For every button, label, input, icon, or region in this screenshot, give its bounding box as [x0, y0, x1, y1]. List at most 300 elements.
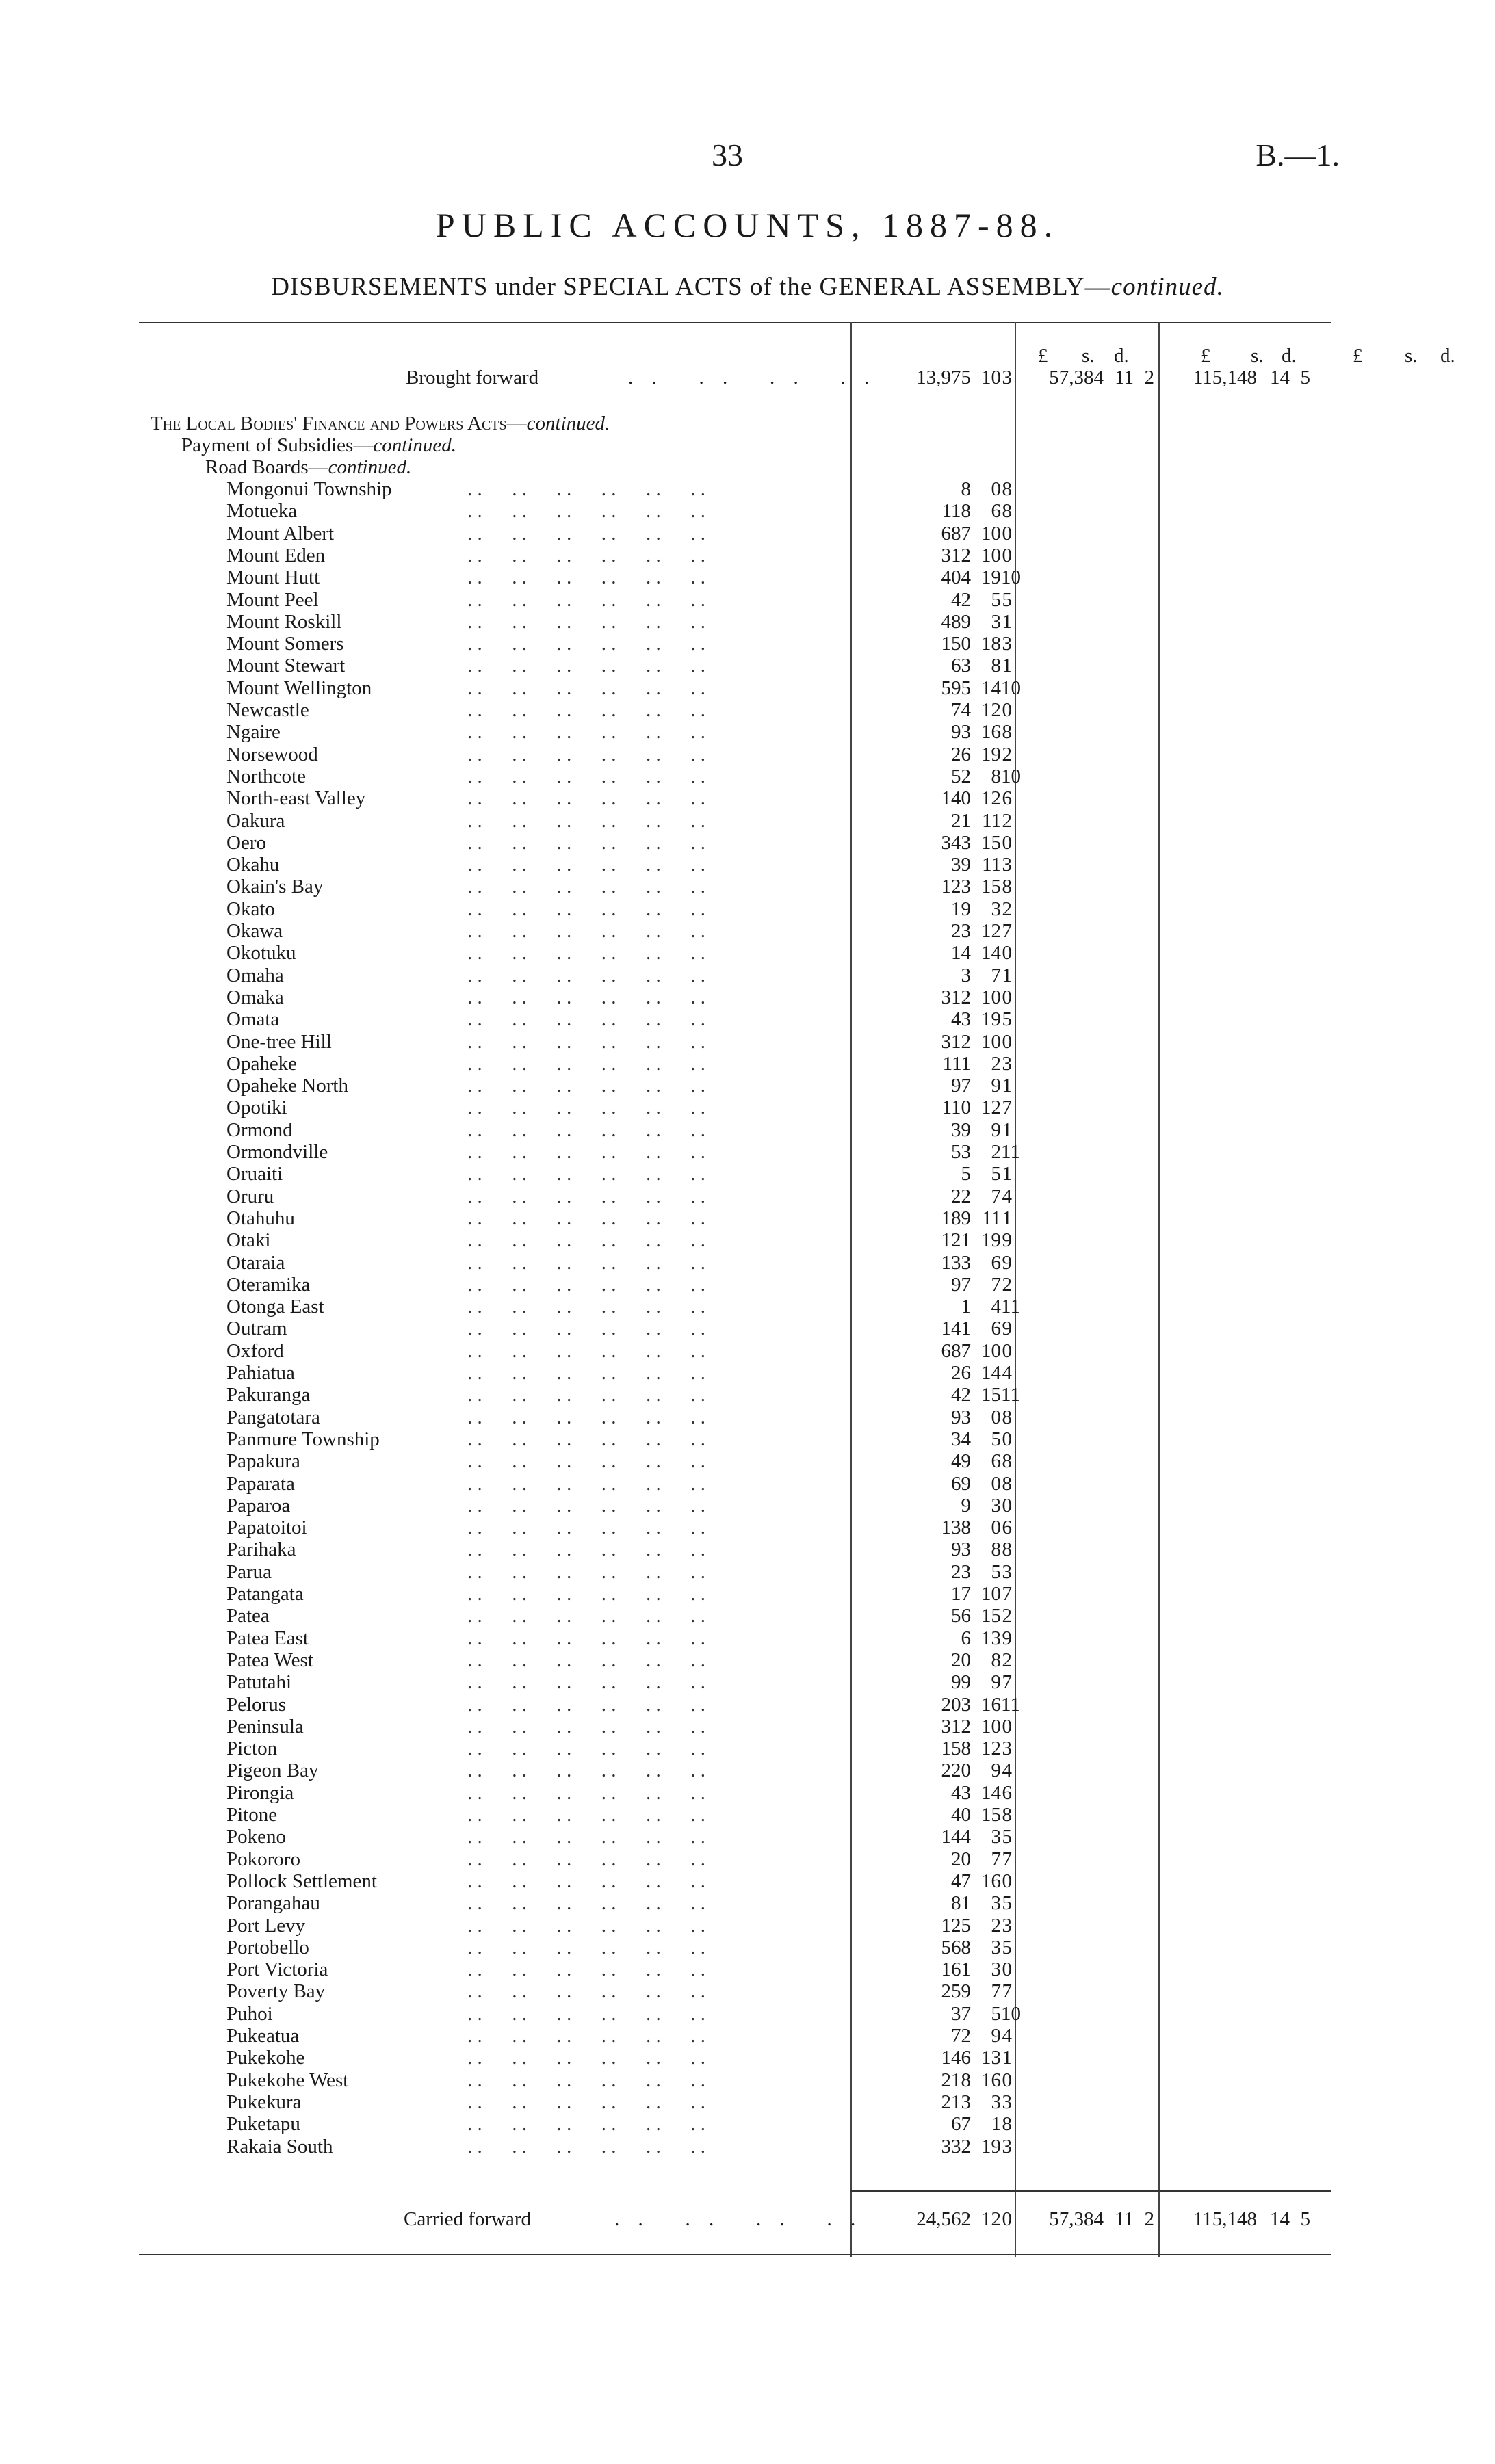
road-board-name: Mount Somers	[226, 633, 344, 655]
amount-pounds: 22	[951, 1185, 971, 1207]
amount-pence: 9	[1002, 1318, 1012, 1340]
table-row	[139, 1980, 1331, 2002]
leader-dots: . . . . . . . . . . . .	[467, 1163, 705, 1185]
table-row	[139, 2091, 1331, 2113]
amount-pence: 5	[1002, 1008, 1012, 1031]
amount-shillings: 1	[991, 2113, 1001, 2136]
amount-pence: 0	[1002, 544, 1012, 566]
amount-pence: 0	[1002, 1030, 1012, 1053]
amount-pounds: 404	[941, 566, 971, 589]
road-board-name: Patea West	[226, 1649, 313, 1671]
amount-pounds: 97	[951, 1075, 971, 1097]
amount-shillings: 6	[991, 500, 1001, 523]
amount-pence: 0	[1002, 1428, 1012, 1450]
leader-dots: . . . . . . . . . . . .	[467, 942, 705, 965]
table-row	[139, 1605, 1331, 1627]
amount-pence: 6	[1002, 787, 1012, 810]
carried-forward-col1-pounds: 24,562	[916, 2208, 971, 2230]
leader-dots: . . . . . . . . . . . .	[467, 1870, 705, 1892]
amount-pence: 8	[1002, 1406, 1012, 1428]
road-board-name: Pokororo	[226, 1848, 300, 1870]
table-row	[139, 1782, 1331, 1804]
amount-pounds: 203	[941, 1693, 971, 1716]
amount-shillings: 10	[981, 544, 1001, 566]
amount-pence: 8	[1002, 1538, 1012, 1561]
amount-pence: 7	[1002, 1980, 1012, 2003]
amount-shillings: 0	[991, 1517, 1001, 1539]
amount-pence: 7	[1002, 920, 1012, 942]
amount-pounds: 34	[951, 1428, 971, 1450]
table-row	[139, 2025, 1331, 2047]
amount-pounds: 43	[951, 1781, 971, 1804]
road-board-name: Patea East	[226, 1627, 309, 1649]
amount-shillings: 10	[981, 522, 1001, 545]
amount-shillings: 4	[991, 1296, 1001, 1318]
table-row	[139, 1274, 1331, 1296]
table-row	[139, 1185, 1331, 1207]
amount-pounds: 687	[941, 1339, 971, 1362]
amount-pence: 3	[1002, 1738, 1012, 1760]
leader-dots: . . . . . . . . . . . .	[467, 1980, 705, 2003]
leader-dots: . . . . . . . . . . . .	[467, 1517, 705, 1539]
table-row	[139, 1649, 1331, 1671]
payment-heading	[181, 434, 456, 456]
road-board-name: Panmure Township	[226, 1428, 380, 1450]
amount-pence: 0	[1002, 1958, 1012, 1981]
table-row	[139, 1671, 1331, 1693]
road-board-name: Mount Hutt	[226, 566, 320, 589]
leader-dots: . . . . . . . . . . . .	[467, 1494, 705, 1517]
leader-dots: . . . . . . . . . . . .	[467, 1141, 705, 1163]
amount-pounds: 144	[941, 1826, 971, 1848]
amount-pounds: 121	[941, 1229, 971, 1252]
amount-shillings: 0	[991, 478, 1001, 500]
leader-dots: . . . . . . . . . . . .	[467, 1318, 705, 1340]
table-row	[139, 478, 1331, 500]
amount-pounds: 17	[951, 1583, 971, 1605]
amount-shillings: 19	[981, 743, 1001, 765]
amount-pounds: 93	[951, 1406, 971, 1428]
table-row	[139, 1229, 1331, 1251]
accounts-table	[139, 322, 1455, 2257]
amount-shillings: 2	[991, 1052, 1001, 1075]
payment-suffix: continued.	[373, 434, 456, 456]
road-board-name: Peninsula	[226, 1715, 304, 1738]
amount-pence: 1	[1002, 964, 1012, 986]
leader-dots: . . . . . . . . . . . .	[467, 1627, 705, 1649]
table-row	[139, 942, 1331, 964]
table-row	[139, 1362, 1331, 1384]
amount-pounds: 74	[951, 699, 971, 721]
road-board-name: Opaheke	[226, 1052, 298, 1075]
amount-shillings: 16	[981, 2069, 1001, 2091]
amount-shillings: 10	[981, 1715, 1001, 1738]
carried-forward-col1-pence: 0	[1002, 2208, 1012, 2230]
road-board-name: Mount Peel	[226, 588, 319, 611]
leader-dots: . . . . . . . . . . . .	[467, 655, 705, 677]
amount-pounds: 3	[961, 964, 971, 986]
amount-pounds: 42	[951, 588, 971, 611]
leader-dots: . . . . . . . . . . . .	[467, 2135, 705, 2158]
leader-dots: . . . . . . . . . . . .	[467, 1406, 705, 1428]
amount-pounds: 220	[941, 1759, 971, 1782]
amount-pence: 1	[1002, 2047, 1012, 2069]
amount-pence: 0	[1002, 1715, 1012, 1738]
amount-shillings: 10	[981, 1339, 1001, 1362]
carried-forward-row	[139, 2208, 1331, 2230]
leader-dots: . . . . . . . . . . . .	[467, 743, 705, 765]
road-board-name: Okawa	[226, 920, 283, 942]
amount-pence: 5	[1002, 1936, 1012, 1958]
amount-pence: 5	[1002, 1892, 1012, 1915]
act-suffix: continued.	[526, 412, 610, 434]
leader-dots: . . . . . . . . . . . .	[467, 809, 705, 832]
table-row	[139, 898, 1331, 920]
road-board-name: Pukekohe West	[226, 2069, 349, 2091]
amount-pounds: 568	[941, 1936, 971, 1958]
amount-pence: 5	[1002, 1826, 1012, 1848]
amount-pence: 11	[1001, 1384, 1020, 1406]
amount-pence: 4	[1002, 1759, 1012, 1782]
table-row	[139, 920, 1331, 942]
leader-dots: . . . . . . . . . . . .	[467, 1914, 705, 1937]
road-board-name: Ngaire	[226, 721, 281, 744]
amount-pounds: 53	[951, 1141, 971, 1163]
amount-pounds: 20	[951, 1649, 971, 1671]
road-board-name: Papakura	[226, 1450, 300, 1473]
amount-pounds: 158	[941, 1738, 971, 1760]
leader-dots: . . . . . . . . . . . .	[467, 1296, 705, 1318]
amount-pounds: 332	[941, 2135, 971, 2158]
amount-shillings: 8	[991, 655, 1001, 677]
table-row	[139, 986, 1331, 1008]
leader-dots: . . . . . . . . . . . .	[467, 1715, 705, 1738]
leader-dots: . . . . . . . . . . . .	[467, 1560, 705, 1583]
leader-dots: . . . . . . . . . . . .	[467, 897, 705, 920]
table-row	[139, 523, 1331, 545]
table-row	[139, 2136, 1331, 2158]
leader-dots: . . . . . . . . . . . .	[467, 765, 705, 787]
amount-shillings: 19	[981, 566, 1001, 589]
table-row	[139, 589, 1331, 611]
totals-rule	[850, 2190, 1331, 2192]
road-board-name: Otaraia	[226, 1251, 285, 1274]
leader-dots: . . . . . . . . . . . .	[467, 1804, 705, 1826]
amount-shillings: 14	[981, 1781, 1001, 1804]
leader-dots: . . . . . . . . . . . .	[467, 610, 705, 633]
brought-forward-col3-pounds: 115,148	[1193, 367, 1257, 389]
leader-dots: . . . . . . . . . . . .	[467, 1583, 705, 1605]
amount-pence: 2	[1002, 1605, 1012, 1627]
amount-shillings: 10	[981, 1030, 1001, 1053]
amount-pounds: 9	[961, 1494, 971, 1517]
amount-pence: 3	[1002, 1914, 1012, 1937]
leader-dots: . . . . . . . . . . . .	[467, 2002, 705, 2025]
leader-dots: . . . . . . . . . . . .	[467, 1273, 705, 1296]
table-row	[139, 1759, 1331, 1781]
amount-pounds: 23	[951, 920, 971, 942]
table-row	[139, 1008, 1331, 1030]
amount-pounds: 26	[951, 743, 971, 765]
table-row	[139, 876, 1331, 897]
amount-pence: 5	[1002, 588, 1012, 611]
amount-pounds: 52	[951, 765, 971, 787]
amount-pence: 8	[1002, 1804, 1012, 1826]
table-row	[139, 2003, 1331, 2025]
road-board-name: Pukekura	[226, 2091, 302, 2113]
leader-dots: . . . . . . . . . . . .	[467, 500, 705, 523]
road-board-name: Oxford	[226, 1339, 284, 1362]
amount-shillings: 9	[991, 1118, 1001, 1141]
amount-pence: 8	[1002, 500, 1012, 523]
table-row	[139, 1870, 1331, 1892]
table-row	[139, 1561, 1331, 1583]
table-row	[139, 566, 1331, 588]
road-board-name: Paparata	[226, 1472, 295, 1495]
amount-shillings: 12	[981, 699, 1001, 721]
road-board-name: Okato	[226, 897, 275, 920]
road-board-name: Opotiki	[226, 1097, 287, 1119]
table-row	[139, 1097, 1331, 1118]
leader-dots: . . . . . . . . . . . .	[467, 633, 705, 655]
amount-pence: 11	[1001, 1296, 1020, 1318]
amount-pence: 8	[1002, 1472, 1012, 1495]
amount-shillings: 3	[991, 2091, 1001, 2113]
road-board-name: Opaheke North	[226, 1075, 348, 1097]
table-row	[139, 1141, 1331, 1163]
amount-pence: 7	[1002, 1671, 1012, 1694]
table-row	[139, 633, 1331, 655]
amount-pence: 6	[1002, 1517, 1012, 1539]
road-board-name: Puhoi	[226, 2002, 273, 2025]
amount-pounds: 69	[951, 1472, 971, 1495]
amount-pence: 1	[1002, 655, 1012, 677]
road-board-name: Poverty Bay	[226, 1980, 326, 2003]
amount-pounds: 8	[961, 478, 971, 500]
road-board-name: Pigeon Bay	[226, 1759, 319, 1782]
amount-shillings: 8	[991, 1538, 1001, 1561]
road-board-name: Patangata	[226, 1583, 304, 1605]
amount-shillings: 9	[991, 2025, 1001, 2047]
amount-pence: 4	[1002, 1362, 1012, 1384]
table-row	[139, 1340, 1331, 1362]
amount-shillings: 12	[981, 920, 1001, 942]
leader-dots: . . . . . . . . . . . .	[467, 588, 705, 611]
table-row	[139, 1075, 1331, 1097]
amount-pence: 0	[1002, 699, 1012, 721]
amount-shillings: 11	[982, 1207, 1001, 1229]
amount-pounds: 49	[951, 1450, 971, 1473]
leader-dots: . . . . . . . . . . . .	[467, 1738, 705, 1760]
brought-forward-col1-shillings: 10	[981, 367, 1001, 389]
amount-pounds: 67	[951, 2113, 971, 2136]
act-title: The Local Bodies' Finance and Powers Acts—	[151, 412, 527, 434]
leader-dots: . . . . . . . . . . . .	[467, 1118, 705, 1141]
table-row	[139, 1031, 1331, 1053]
amount-pence: 10	[1001, 566, 1021, 589]
leader-dots: . . . . . . . . . . . .	[467, 1936, 705, 1958]
amount-pence: 0	[1002, 942, 1012, 965]
leader-dots: . . . . . . . . . . . .	[467, 1339, 705, 1362]
amount-shillings: 3	[991, 897, 1001, 920]
amount-shillings: 16	[981, 1693, 1001, 1716]
road-board-name: Okain's Bay	[226, 876, 324, 898]
amount-shillings: 15	[981, 876, 1001, 898]
table-row	[139, 787, 1331, 809]
col1-pound-header: £	[1038, 345, 1048, 367]
amount-pounds: 72	[951, 2025, 971, 2047]
col2-shilling-header: s.	[1251, 345, 1264, 367]
amount-pence: 3	[1002, 2091, 1012, 2113]
amount-pounds: 37	[951, 2002, 971, 2025]
amount-pence: 0	[1002, 1870, 1012, 1892]
amount-pence: 3	[1002, 1560, 1012, 1583]
table-row	[139, 1428, 1331, 1450]
road-board-name: Pokeno	[226, 1826, 286, 1848]
leader-dots: . . . . . . . . . . . .	[467, 1759, 705, 1782]
leader-dots: . . . . . . . . . . . .	[467, 1075, 705, 1097]
road-board-name: Pitone	[226, 1804, 278, 1826]
amount-pounds: 161	[941, 1958, 971, 1981]
amount-pounds: 21	[951, 809, 971, 832]
amount-shillings: 18	[981, 633, 1001, 655]
amount-pence: 1	[1002, 610, 1012, 633]
brought-forward-col2-shillings: 11	[1115, 367, 1134, 389]
amount-pounds: 63	[951, 655, 971, 677]
road-board-name: Paparoa	[226, 1494, 291, 1517]
amount-pounds: 138	[941, 1517, 971, 1539]
amount-pence: 0	[1002, 522, 1012, 545]
table-row	[139, 1384, 1331, 1406]
table-row	[139, 1738, 1331, 1759]
brought-forward-col1-pence: 3	[1002, 367, 1012, 389]
leader-dots: . . . . . . . . . . . .	[467, 2025, 705, 2047]
road-board-name: Oteramika	[226, 1273, 311, 1296]
amount-pence: 8	[1002, 876, 1012, 898]
leader-dots: . . . . . . . . . . . .	[467, 1958, 705, 1981]
road-board-name: Pirongia	[226, 1781, 294, 1804]
amount-shillings: 2	[991, 1141, 1001, 1163]
road-board-name: Ormond	[226, 1118, 293, 1141]
road-board-name: One-tree Hill	[226, 1030, 332, 1053]
amount-pounds: 42	[951, 1384, 971, 1406]
amount-pence: 2	[1002, 809, 1012, 832]
road-board-name: Port Victoria	[226, 1958, 328, 1981]
amount-pounds: 312	[941, 1715, 971, 1738]
amount-pounds: 26	[951, 1362, 971, 1384]
document-code: B.—1.	[1256, 137, 1340, 172]
leader-dots: . . . . . . . . . . . .	[467, 854, 705, 876]
amount-shillings: 16	[981, 1870, 1001, 1892]
leader-dots: . . . . . . . . . . . .	[467, 2069, 705, 2091]
boards-heading	[205, 456, 411, 478]
leader-dots: . . . . . . . . . . . .	[467, 1605, 705, 1627]
amount-pence: 10	[1001, 765, 1021, 787]
road-board-name: Porangahau	[226, 1892, 320, 1915]
leader-dots: . . . . . . . . . . . .	[467, 1826, 705, 1848]
amount-shillings: 8	[991, 765, 1001, 787]
leader-dots: . . . . . . . . . . . .	[467, 1251, 705, 1274]
table-row	[139, 2047, 1331, 2069]
road-board-name: Otonga East	[226, 1296, 324, 1318]
leader-dots: . . . . . . . . . . . .	[467, 544, 705, 566]
leader-dots: . . . . . . . . . . . .	[467, 876, 705, 898]
amount-pounds: 19	[951, 897, 971, 920]
road-board-name: Okotuku	[226, 942, 296, 965]
table-row	[139, 2113, 1331, 2135]
amount-shillings: 11	[982, 809, 1001, 832]
amount-pounds: 39	[951, 1118, 971, 1141]
amount-pounds: 343	[941, 831, 971, 854]
road-board-name: Rakaia South	[226, 2135, 333, 2158]
amount-shillings: 10	[981, 1583, 1001, 1605]
leader-dots: . . . . . . . . . . . .	[467, 2047, 705, 2069]
amount-pence: 8	[1002, 1450, 1012, 1473]
amount-pounds: 489	[941, 610, 971, 633]
leader-dots: . . . . . . . . . . . .	[467, 677, 705, 699]
road-board-name: Omata	[226, 1008, 280, 1031]
amount-pence: 0	[1002, 831, 1012, 854]
amount-shillings: 12	[981, 1097, 1001, 1119]
amount-pounds: 150	[941, 633, 971, 655]
amount-pounds: 312	[941, 1030, 971, 1053]
table-row	[139, 655, 1331, 677]
amount-shillings: 7	[991, 1273, 1001, 1296]
subtitle	[0, 272, 1495, 302]
amount-shillings: 3	[991, 1958, 1001, 1981]
amount-pence: 11	[1001, 1693, 1020, 1716]
amount-shillings: 19	[981, 2135, 1001, 2158]
amount-pence: 8	[1002, 2113, 1012, 2136]
leader-dots: . . . . . . . . . . . .	[467, 1229, 705, 1252]
table-row	[139, 1318, 1331, 1339]
carried-forward-col3-shillings: 14	[1270, 2208, 1290, 2230]
amount-pounds: 312	[941, 986, 971, 1008]
amount-pence: 10	[1001, 677, 1021, 699]
amount-shillings: 5	[991, 1428, 1001, 1450]
subtitle-suffix: continued.	[1110, 273, 1224, 301]
amount-pounds: 123	[941, 876, 971, 898]
leader-dots: . . . . . . . . . . . .	[467, 1362, 705, 1384]
table-row	[139, 699, 1331, 721]
amount-pounds: 56	[951, 1605, 971, 1627]
table-row	[139, 1450, 1331, 1472]
road-board-name: Portobello	[226, 1936, 309, 1958]
table-row	[139, 1517, 1331, 1538]
leader-dots: . . . . . . . . . . . .	[467, 699, 705, 721]
carried-forward-col3-pounds: 115,148	[1193, 2208, 1257, 2230]
table-top-rule	[139, 322, 1331, 323]
amount-pence: 3	[1002, 1052, 1012, 1075]
amount-pounds: 93	[951, 721, 971, 744]
payment-title: Payment of Subsidies—	[181, 434, 374, 456]
road-board-name: Pelorus	[226, 1693, 286, 1716]
leader-dots: . . . . . . . . . . . .	[467, 478, 705, 500]
leader-dots: . . . . . . . . . . . .	[467, 1649, 705, 1671]
leader-dots: . . . . . . . . . . . .	[467, 1538, 705, 1561]
carried-forward-col1-shillings: 12	[981, 2208, 1001, 2230]
road-board-name: Outram	[226, 1318, 287, 1340]
amount-shillings: 6	[991, 1318, 1001, 1340]
table-bottom-rule	[139, 2254, 1331, 2255]
amount-shillings: 14	[981, 677, 1001, 699]
table-row	[139, 1538, 1331, 1560]
table-row	[139, 545, 1331, 566]
amount-pounds: 47	[951, 1870, 971, 1892]
amount-pence: 3	[1002, 2135, 1012, 2158]
amount-pounds: 43	[951, 1008, 971, 1031]
table-row	[139, 832, 1331, 854]
